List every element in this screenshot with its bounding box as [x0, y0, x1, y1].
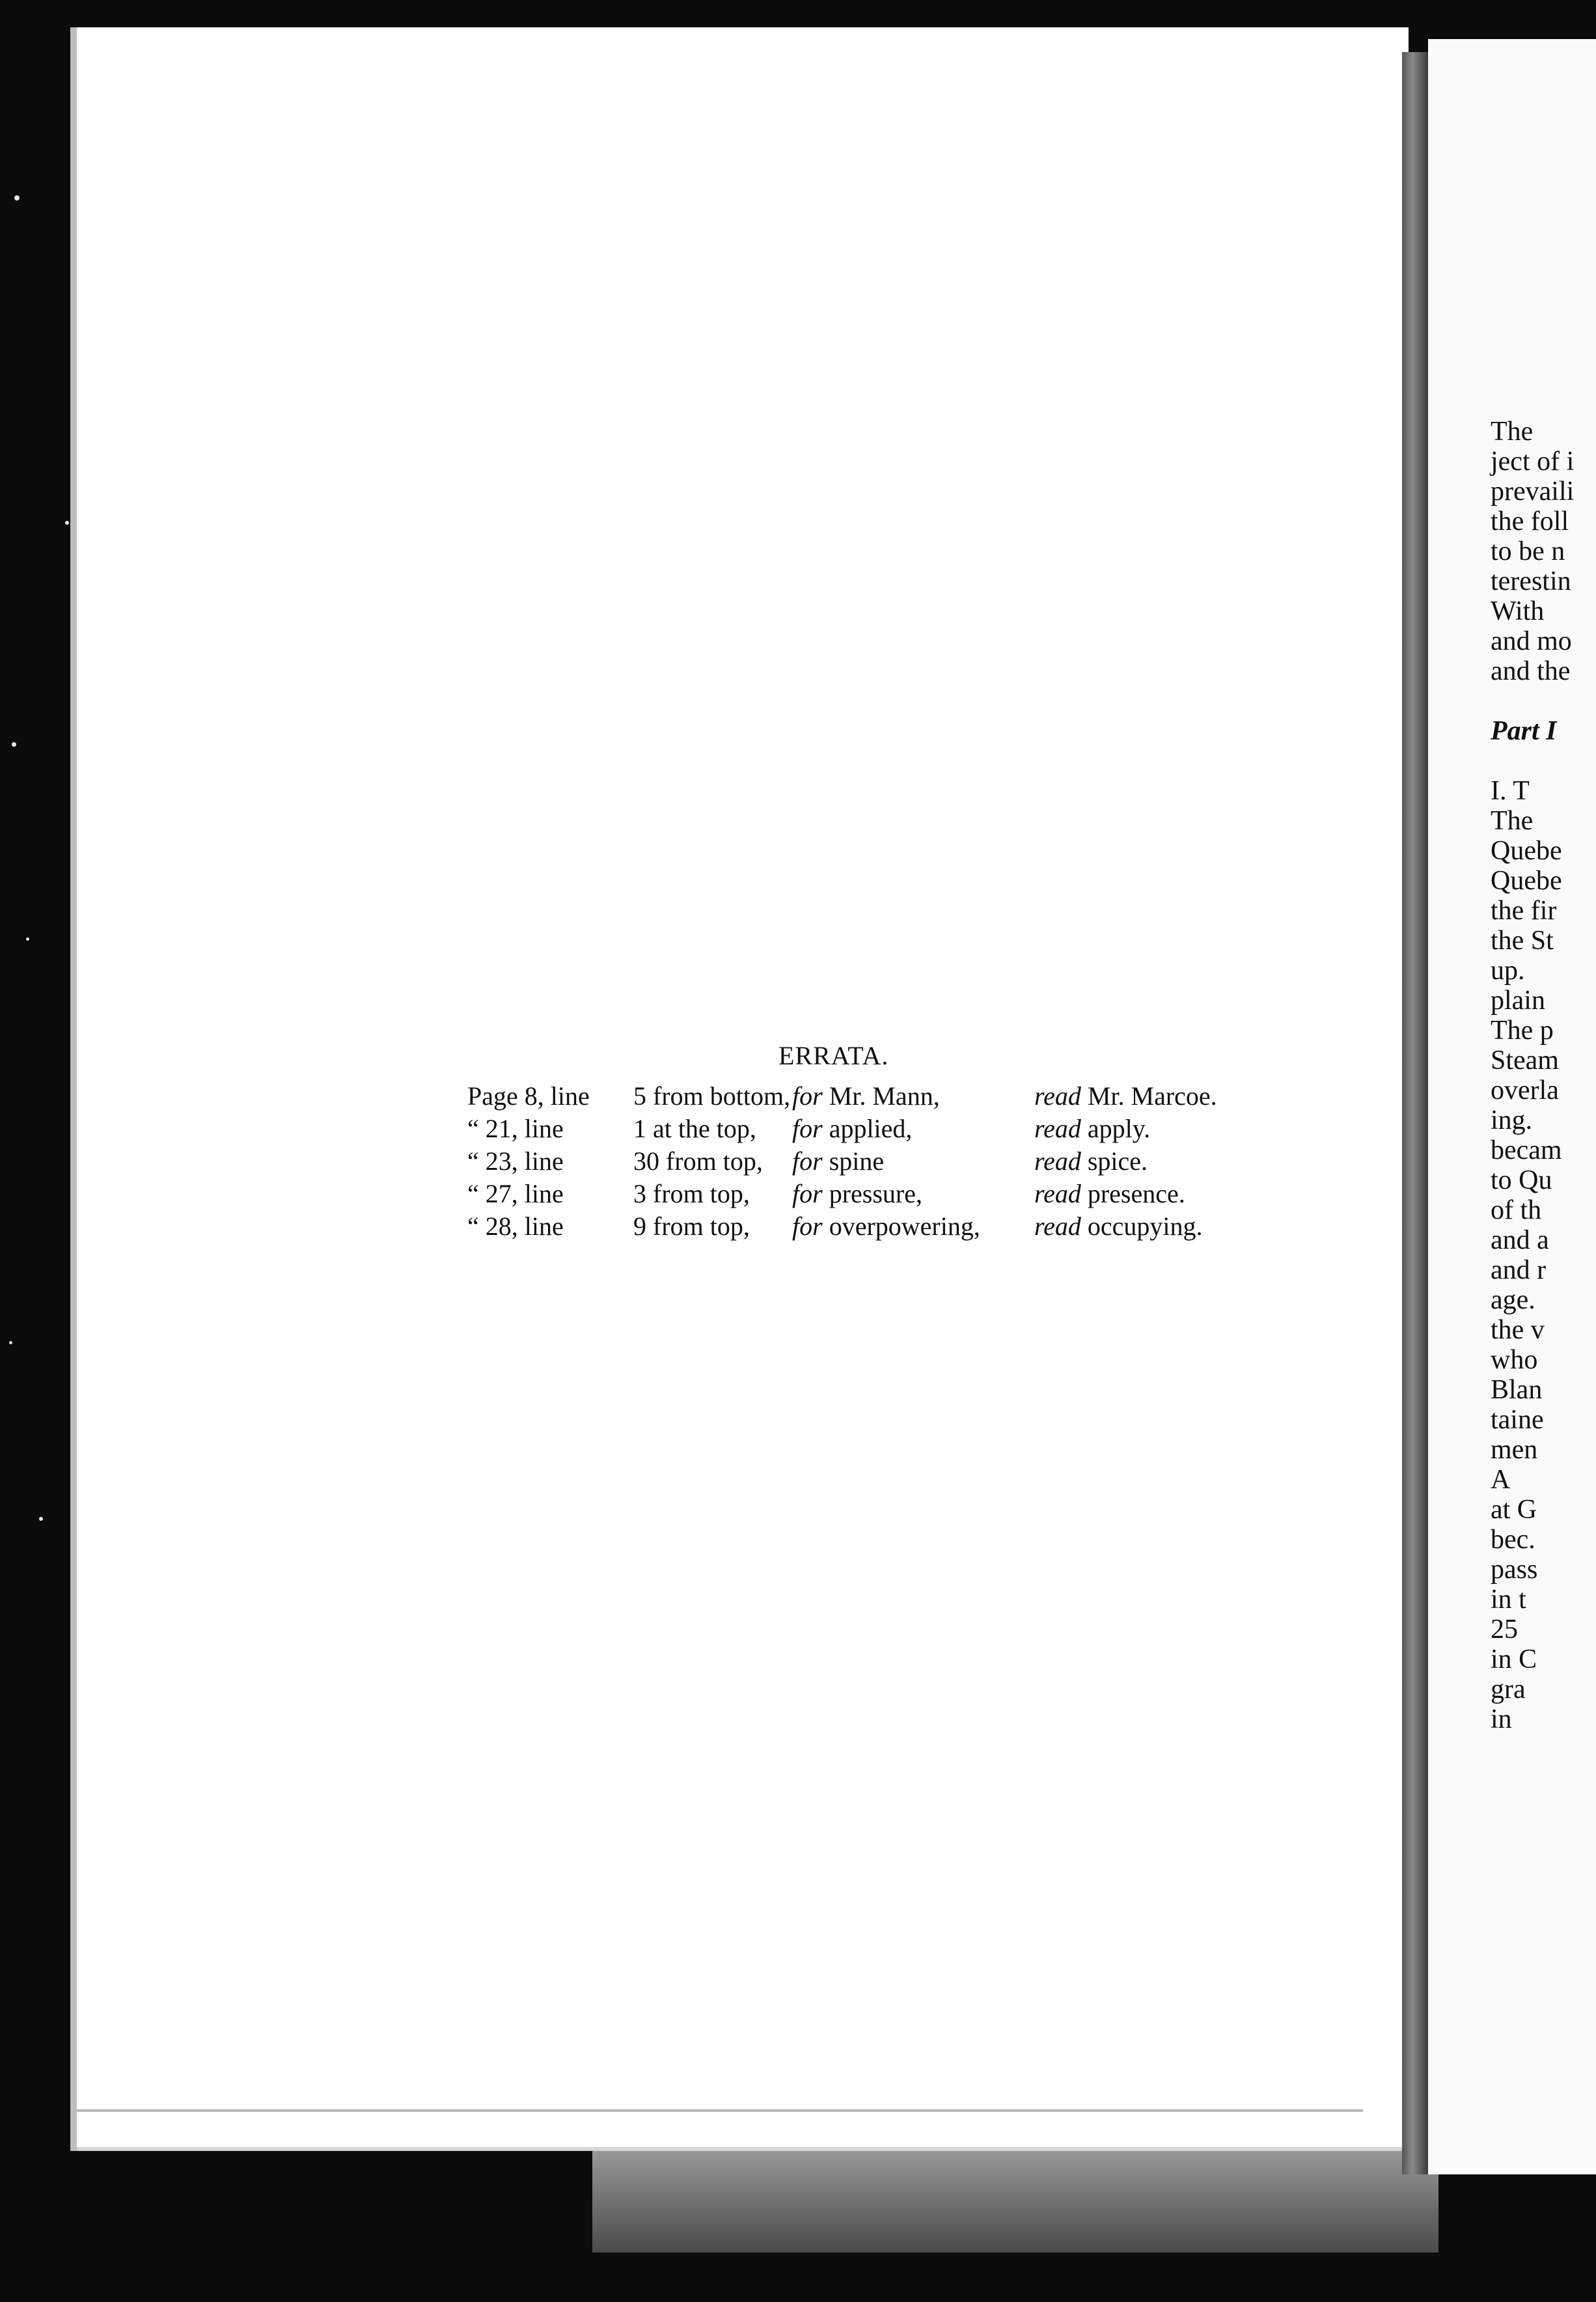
errata-page-ref: “ 28, line	[467, 1212, 564, 1241]
facing-page-line: ing.	[1491, 1105, 1533, 1135]
facing-page-line: the St	[1491, 926, 1554, 956]
errata-wrong-text: spine	[829, 1146, 885, 1176]
scan-speck	[9, 1341, 12, 1344]
scan-speck	[26, 937, 29, 941]
errata-correct-text: presence.	[1087, 1179, 1185, 1208]
book-gutter	[1402, 52, 1428, 2174]
facing-page-line: I. T	[1491, 776, 1530, 806]
facing-page-line: of th	[1491, 1195, 1542, 1225]
errata-for-label: for	[792, 1114, 823, 1143]
errata-row	[467, 1178, 1269, 1211]
errata-correct-text: occupying.	[1087, 1212, 1203, 1241]
errata-wrong-text: applied,	[829, 1114, 913, 1143]
errata-read-label: read	[1034, 1146, 1081, 1176]
scan-speck	[12, 742, 16, 747]
errata-read-label: read	[1034, 1081, 1081, 1111]
facing-page-line: A	[1491, 1465, 1511, 1495]
facing-page-line: who	[1491, 1345, 1538, 1375]
facing-page-line: pass	[1491, 1555, 1538, 1585]
errata-line-ref: 5 from bottom,	[633, 1081, 791, 1111]
errata-read-label: read	[1034, 1114, 1081, 1143]
errata-line-ref: 3 from top,	[633, 1179, 750, 1208]
errata-for-label: for	[792, 1212, 823, 1241]
errata-for-label: for	[792, 1146, 823, 1176]
facing-page-line: the v	[1491, 1315, 1545, 1345]
scan-speck	[65, 521, 69, 525]
scan-speck	[14, 195, 20, 201]
facing-page-line: and mo	[1491, 626, 1572, 656]
errata-page-ref: “ 27, line	[467, 1179, 564, 1208]
scan-speck	[39, 1517, 43, 1521]
facing-page-line: 25	[1491, 1615, 1518, 1644]
errata-correct-text: Mr. Marcoe.	[1087, 1081, 1217, 1111]
facing-page-line: The	[1491, 806, 1534, 836]
facing-page-line	[1491, 746, 1596, 776]
errata-correct-text: apply.	[1087, 1114, 1151, 1143]
facing-page-line: the foll	[1491, 506, 1569, 536]
facing-page-line: ject of i	[1491, 447, 1575, 477]
facing-page-line: becam	[1491, 1135, 1562, 1165]
facing-page-line: prevaili	[1491, 477, 1575, 506]
facing-page-line: terestin	[1491, 566, 1571, 596]
facing-page-line: The	[1491, 417, 1534, 447]
facing-page-line: to be n	[1491, 536, 1565, 566]
facing-page-line: overla	[1491, 1075, 1559, 1105]
errata-correct-text: spice.	[1087, 1146, 1148, 1176]
errata-wrong-text: pressure,	[829, 1179, 922, 1208]
facing-page-line: in t	[1491, 1585, 1526, 1615]
facing-page-line: up.	[1491, 956, 1525, 986]
errata-page-ref: “ 21, line	[467, 1114, 564, 1143]
errata-for-label: for	[792, 1081, 823, 1111]
book-spine-edge	[592, 2148, 1438, 2253]
errata-page-ref: Page 8, line	[467, 1081, 590, 1111]
facing-page-line: at G	[1491, 1495, 1537, 1525]
facing-page-line: Part I	[1491, 716, 1557, 746]
facing-page-line: Steam	[1491, 1046, 1559, 1075]
facing-page-line: With	[1491, 596, 1545, 626]
facing-page-line: Blan	[1491, 1375, 1543, 1405]
facing-page-line: The p	[1491, 1016, 1554, 1046]
facing-page-line: and the	[1491, 656, 1571, 686]
facing-page-line: age.	[1491, 1285, 1535, 1315]
facing-page-line: plain	[1491, 986, 1545, 1016]
errata-for-label: for	[792, 1179, 823, 1208]
errata-line-ref: 9 from top,	[633, 1212, 750, 1241]
errata-wrong-text: overpowering,	[829, 1212, 980, 1241]
facing-page-line: men	[1491, 1435, 1538, 1465]
errata-wrong-text: Mr. Mann,	[829, 1081, 940, 1111]
errata-page-ref: “ 23, line	[467, 1146, 564, 1176]
facing-page-line: in C	[1491, 1644, 1537, 1674]
errata-row	[467, 1211, 1269, 1243]
errata-line-ref: 30 from top,	[633, 1146, 763, 1176]
facing-page-line: and a	[1491, 1225, 1549, 1255]
facing-page-line: taine	[1491, 1405, 1544, 1435]
facing-page-line: to Qu	[1491, 1165, 1552, 1195]
errata-row	[467, 1081, 1269, 1113]
facing-page-text	[1491, 417, 1596, 1734]
errata-row	[467, 1146, 1269, 1178]
errata-heading: ERRATA.	[778, 1041, 889, 1070]
facing-page-line: bec.	[1491, 1525, 1535, 1555]
facing-page-line: and r	[1491, 1255, 1547, 1285]
facing-page-line: Quebe	[1491, 866, 1562, 896]
facing-page-line: Quebe	[1491, 836, 1562, 866]
facing-page-line: in	[1491, 1704, 1512, 1734]
facing-page-line: the fir	[1491, 896, 1557, 926]
errata-row	[467, 1113, 1269, 1146]
facing-page-line	[1491, 686, 1596, 716]
errata-read-label: read	[1034, 1212, 1081, 1241]
errata-table	[467, 1081, 1269, 1243]
errata-read-label: read	[1034, 1179, 1081, 1208]
errata-line-ref: 1 at the top,	[633, 1114, 756, 1143]
facing-page-line: gra	[1491, 1674, 1526, 1704]
